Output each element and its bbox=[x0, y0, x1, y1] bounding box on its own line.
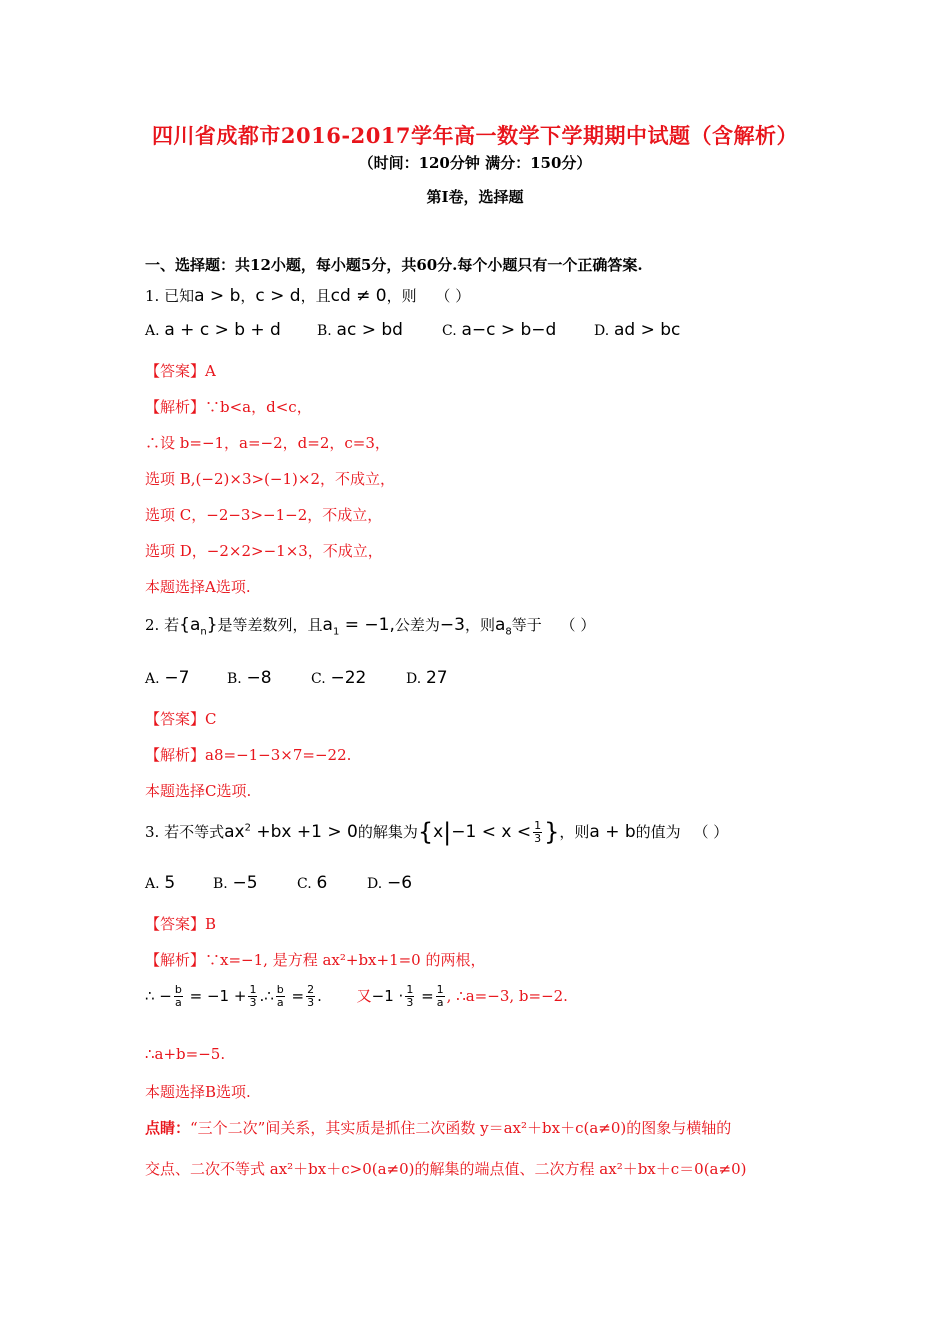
analysis-2: 【解析】a8=−1−3×7=−22. bbox=[145, 746, 352, 764]
answer-3: 【答案】B bbox=[145, 915, 217, 933]
document-title: 四川省成都市2016-2017学年高一数学下学期期中试题（含解析） bbox=[151, 123, 799, 148]
analysis-1-line-4: 选项 C，−2−3>−1−2，不成立， bbox=[145, 506, 383, 524]
answer-2: 【答案】C bbox=[145, 710, 217, 728]
analysis-3-line-4: 本题选择B选项. bbox=[145, 1083, 251, 1101]
option-b[interactable]: B. −8 bbox=[227, 668, 272, 688]
question-2: 2. 若$\{a_n\}$是等差数列，且$a_1 = -1$,公差为−3，则$a_8$等于 （ ） bbox=[145, 615, 596, 638]
tip-3-line-2: 交点、二次不等式 ax²＋bx＋c>0(a≠0)的解集的端点值、二次方程 ax²＋bx＋c＝0(a≠0) bbox=[145, 1160, 747, 1178]
answer-1: 【答案】A bbox=[145, 362, 216, 380]
option-a[interactable]: A. 5 bbox=[145, 873, 176, 893]
analysis-1-line-5: 选项 D，−2×2>−1×3，不成立， bbox=[145, 542, 383, 560]
question-3: 3. 若不等式$ax^2 +bx +1 > 0$的解集为{x|−1 < x < $\frac{1}{3}$ }，则a + b的值为 （ ） bbox=[145, 818, 729, 846]
analysis-1-line-6: 本题选择A选项. bbox=[145, 578, 251, 596]
analysis-1-line-3: 选项 B,(−2)×3>(−1)×2，不成立， bbox=[145, 470, 395, 488]
question-1: 1. 已知a > b，c > d，且cd ≠ 0，则 （ ） bbox=[145, 286, 471, 306]
option-a[interactable]: A. a + c > b + d bbox=[145, 320, 281, 340]
option-c[interactable]: C. 6 bbox=[297, 873, 328, 893]
question-number: 3. bbox=[145, 823, 160, 841]
question-3-options bbox=[145, 873, 412, 893]
option-d[interactable]: D. 27 bbox=[406, 668, 448, 688]
option-d[interactable]: D. ad > bc bbox=[594, 320, 681, 340]
analysis-3-line-3: ∴a+b=−5. bbox=[145, 1045, 226, 1063]
analysis-3-calculation: ∴ − $\frac{b}{a}$ = −1 + $\frac{1}{3}$ .∴ $\frac{b}{a}$ = $\frac{2}{3}$ . 又−1 · $\frac{1}{3}$ = $\frac{1}{a}$ , ∴a=−3, b=−2. bbox=[145, 983, 568, 1009]
analysis-3: 【解析】∵x=−1, 是方程 ax²+bx+1=0 的两根， bbox=[145, 951, 486, 969]
analysis-1: 【解析】∵b<a，d<c， bbox=[145, 398, 312, 416]
option-b[interactable]: B. −5 bbox=[213, 873, 258, 893]
exam-info: （时间：120分钟 满分：150分） bbox=[358, 154, 592, 172]
tip-3: 点睛：“三个二次”间关系，其实质是抓住二次函数 y＝ax²＋bx＋c(a≠0)的图象与横轴的 bbox=[145, 1119, 732, 1137]
analysis-2-line-2: 本题选择C选项. bbox=[145, 782, 252, 800]
question-number: 2. bbox=[145, 616, 160, 634]
volume-heading: 第I卷，选择题 bbox=[426, 188, 524, 206]
option-a[interactable]: A. −7 bbox=[145, 668, 190, 688]
analysis-1-line-2: ∴设 b=−1，a=−2，d=2，c=3， bbox=[145, 434, 390, 452]
option-c[interactable]: C. −22 bbox=[311, 668, 367, 688]
option-b[interactable]: B. ac > bd bbox=[317, 320, 403, 340]
option-d[interactable]: D. −6 bbox=[367, 873, 413, 893]
question-1-options bbox=[145, 320, 680, 340]
question-2-options bbox=[145, 668, 448, 688]
question-number: 1. bbox=[145, 287, 160, 305]
section-heading: 一、选择题：共12小题，每小题5分，共60分.每个小题只有一个正确答案. bbox=[145, 256, 643, 274]
option-c[interactable]: C. a−c > b−d bbox=[442, 320, 557, 340]
